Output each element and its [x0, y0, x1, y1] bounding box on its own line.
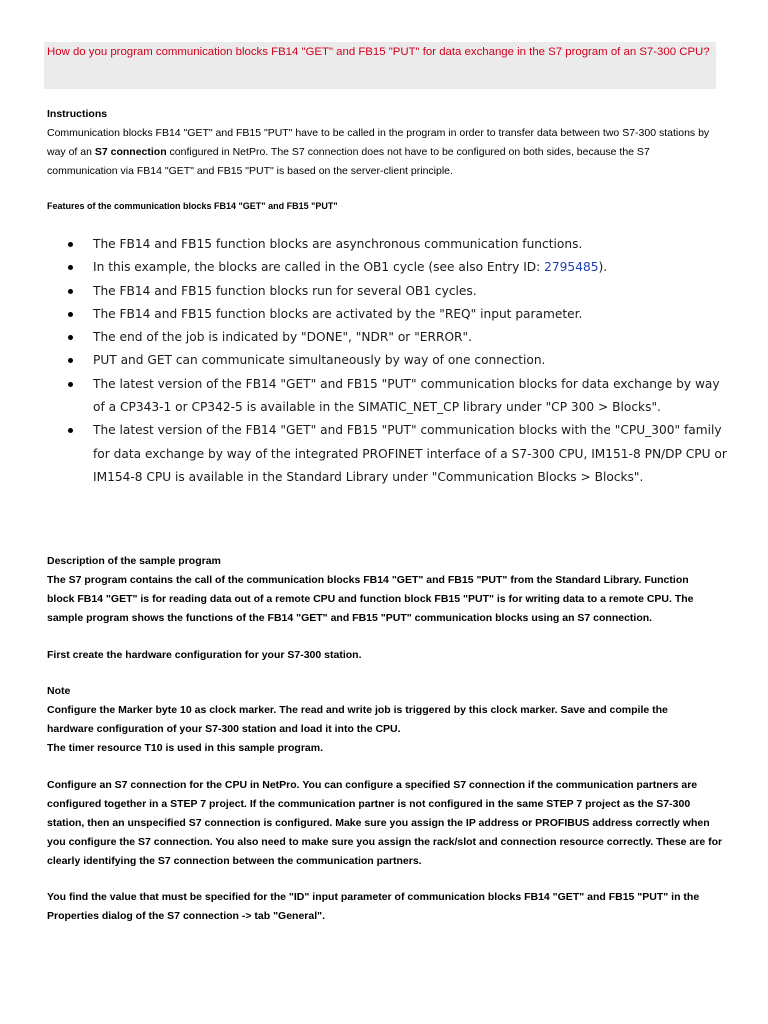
description-heading: Description of the sample program	[47, 555, 221, 567]
list-item: The FB14 and FB15 function blocks run for several OB1 cycles.	[68, 280, 728, 303]
note-heading: Note	[47, 685, 71, 697]
first-create-paragraph: First create the hardware configuration for your S7-300 station.	[47, 649, 362, 661]
list-item: The FB14 and FB15 function blocks are asynchronous communication functions.	[68, 233, 728, 256]
find-value-paragraph: You find the value that must be specified for the "ID" input parameter of communication blocks FB14 "GET" and FB15 "PUT" in the Properties dialog of the S7 connection -> tab "General".	[47, 891, 700, 922]
description-paragraph: The S7 program contains the call of the communication blocks FB14 "GET" and FB15 "PUT" from the Standard Library. Function block FB14 "GET" is for reading data out of a remote CPU and function block FB15 "PUT" is for writing data to a remote CPU. The sample program shows the functions of the FB14 "GET" and FB15 "PUT" communication blocks using an S7 connection.	[47, 574, 694, 624]
list-item: The end of the job is indicated by "DONE", "NDR" or "ERROR".	[68, 326, 728, 349]
instructions-text-1: Communication blocks FB14 "GET" and FB15 "PUT" have to be called in the program in order to transfer data between two S7-300 stations by way of an	[47, 127, 710, 158]
instructions-emphasis: S7 connection	[94, 146, 167, 158]
list-item: The FB14 and FB15 function blocks are activated by the "REQ" input parameter.	[68, 303, 728, 326]
list-item: PUT and GET can communicate simultaneously by way of one connection.	[68, 349, 728, 372]
entry-id-link[interactable]: 2795485	[544, 260, 599, 275]
timer-note: The timer resource T10 is used in this sample program.	[47, 742, 324, 754]
features-heading: Features of the communication blocks FB14 "GET" and FB15 "PUT"	[47, 201, 338, 211]
instructions-heading: Instructions	[47, 108, 108, 120]
instructions-text-2: configured in NetPro. The S7 connection does not have to be configured on both sides, because the S7 communication via FB14 "GET" and FB15 "PUT" is based on the server-client principle.	[47, 146, 650, 177]
list-item-text-tail: ).	[598, 260, 608, 275]
features-list	[68, 233, 728, 489]
list-item: The latest version of the FB14 "GET" and FB15 "PUT" communication blocks for data exchange by way of a CP343-1 or CP342-5 is available in the SIMATIC_NET_CP library under "CP 300 > Blocks".	[68, 373, 728, 420]
instructions-paragraph	[47, 124, 723, 181]
configure-paragraph: Configure an S7 connection for the CPU in NetPro. You can configure a specified S7 connection if the communication partners are configured together in a STEP 7 project. If the communication partner is not configured in the same STEP 7 project as the S7-300 station, then an unspecified S7 connection is configured. Make sure you assign the IP address or PROFIBUS address correctly when you configure the S7 connection. You also need to make sure you assign the rack/slot and connection resource correctly. These are for clearly identifying the S7 connection between the communication partners.	[47, 779, 723, 867]
list-item: The latest version of the FB14 "GET" and FB15 "PUT" communication blocks with the "CPU_300" family for data exchange by way of the integrated PROFINET interface of a S7-300 CPU, IM151-8 PN/DP CPU or IM154-8 CPU is available in the Standard Library under "Communication Blocks > Blocks".	[68, 419, 728, 489]
list-item	[68, 256, 728, 279]
page-title: How do you program communication blocks FB14 "GET" and FB15 "PUT" for data exchange in the S7 program of an S7-300 CPU?	[47, 46, 710, 58]
list-item-text: In this example, the blocks are called in the OB1 cycle (see also Entry ID:	[93, 260, 545, 275]
note-paragraph: Configure the Marker byte 10 as clock marker. The read and write job is triggered by this clock marker. Save and compile the hardware configuration of your S7-300 station and load it into the CPU.	[47, 704, 668, 735]
